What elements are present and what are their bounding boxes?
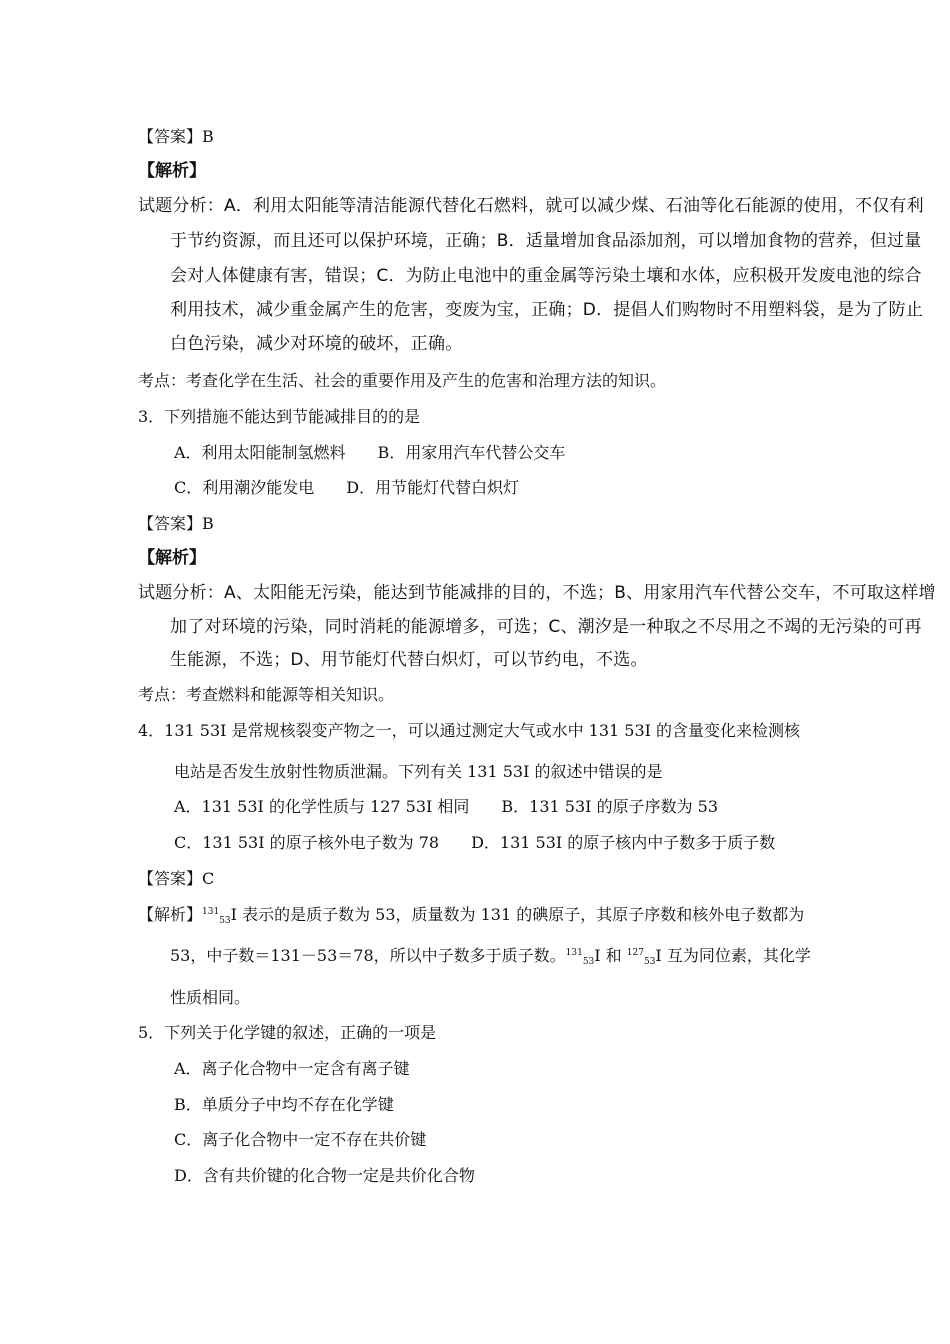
q4-analysis-line2 bbox=[170, 946, 811, 966]
q3-analysis-line: 试题分析：A、太阳能无污染，能达到节能减排的目的，不选；B、用家用汽车代替公交车，不可取这样增 bbox=[138, 583, 936, 603]
atomic-number: 53 bbox=[643, 957, 656, 967]
q4-stem-line1: 4．131 53I 是常规核裂变产物之一，可以通过测定大气或水中 131 53I 的含量变化来检测核 bbox=[138, 721, 801, 740]
q2-analysis-heading: 【解析】 bbox=[138, 161, 206, 181]
q5-option: C．离子化合物中一定不存在共价键 bbox=[174, 1130, 427, 1149]
q3-stem: 3．下列措施不能达到节能减排目的的是 bbox=[138, 407, 421, 426]
q2-analysis-line: 试题分析：A．利用太阳能等清洁能源代替化石燃料，就可以减少煤、石油等化石能源的使用，不仅有利 bbox=[138, 196, 924, 216]
q3-kaodian: 考点：考查燃料和能源等相关知识。 bbox=[138, 685, 395, 704]
q3-options-row2: C．利用潮汐能发电 D．用节能灯代替白炽灯 bbox=[174, 478, 520, 497]
q4-analysis-text: 53，中子数＝131－53＝78，所以中子数多于质子数。 bbox=[170, 946, 566, 965]
q4-analysis-label: 【解析】 bbox=[138, 905, 203, 924]
q3-analysis-heading: 【解析】 bbox=[138, 548, 206, 568]
q2-analysis-line: 白色污染，减少对环境的破坏，正确。 bbox=[170, 334, 463, 354]
q4-options-row2: C．131 53I 的原子核外电子数为 78 D．131 53I 的原子核内中子数多于质子数 bbox=[174, 833, 776, 852]
mass-number: 131 bbox=[565, 948, 583, 958]
atomic-number: 53 bbox=[219, 916, 231, 926]
q2-kaodian: 考点：考查化学在生活、社会的重要作用及产生的危害和治理方法的知识。 bbox=[138, 371, 667, 390]
q4-analysis-line3: 性质相同。 bbox=[170, 988, 251, 1007]
q4-analysis-text: I 表示的是质子数为 53，质量数为 131 的碘原子，其原子序数和核外电子数都为 bbox=[230, 905, 805, 924]
q4-analysis-text: I 和 bbox=[594, 946, 622, 965]
q4-stem-line2: 电站是否发生放射性物质泄漏。下列有关 131 53I 的叙述中错误的是 bbox=[174, 762, 663, 781]
q2-analysis-line: 利用技术，减少重金属产生的危害，变废为宝，正确；D．提倡人们购物时不用塑料袋，是为了防止 bbox=[170, 300, 923, 320]
q5-option: B．单质分子中均不存在化学键 bbox=[174, 1095, 394, 1114]
atomic-number: 53 bbox=[582, 957, 595, 967]
q2-analysis-line: 会对人体健康有害，错误；C．为防止电池中的重金属等污染土壤和水体，应积极开发废电池的综合 bbox=[170, 266, 922, 286]
mass-number: 127 bbox=[626, 948, 644, 958]
q3-analysis-line: 加了对环境的污染，同时消耗的能源增多，可选；C、潮汐是一种取之不尽用之不竭的无污染的可再 bbox=[170, 617, 922, 637]
q4-options-row1: A．131 53I 的化学性质与 127 53I 相同 B．131 53I 的原子序数为 53 bbox=[174, 797, 719, 816]
q3-options-row1: A．利用太阳能制氢燃料 B．用家用汽车代替公交车 bbox=[174, 443, 566, 462]
q5-option: A．离子化合物中一定含有离子键 bbox=[174, 1059, 410, 1078]
q3-analysis-line: 生能源，不选；D、用节能灯代替白炽灯，可以节约电，不选。 bbox=[170, 650, 648, 670]
q2-analysis-line: 于节约资源，而且还可以保护环境，正确；B．适量增加食品添加剂，可以增加食物的营养，但过量 bbox=[170, 231, 922, 251]
q4-answer: 【答案】C bbox=[138, 869, 215, 888]
q5-stem: 5．下列关于化学键的叙述，正确的一项是 bbox=[138, 1023, 437, 1042]
q4-analysis-text: I 互为同位素，其化学 bbox=[655, 946, 811, 965]
q4-analysis-line1 bbox=[138, 905, 804, 925]
q5-option: D．含有共价键的化合物一定是共价化合物 bbox=[174, 1166, 475, 1185]
q2-answer: 【答案】B bbox=[138, 127, 214, 146]
mass-number: 131 bbox=[202, 907, 220, 917]
q3-answer: 【答案】B bbox=[138, 514, 214, 533]
